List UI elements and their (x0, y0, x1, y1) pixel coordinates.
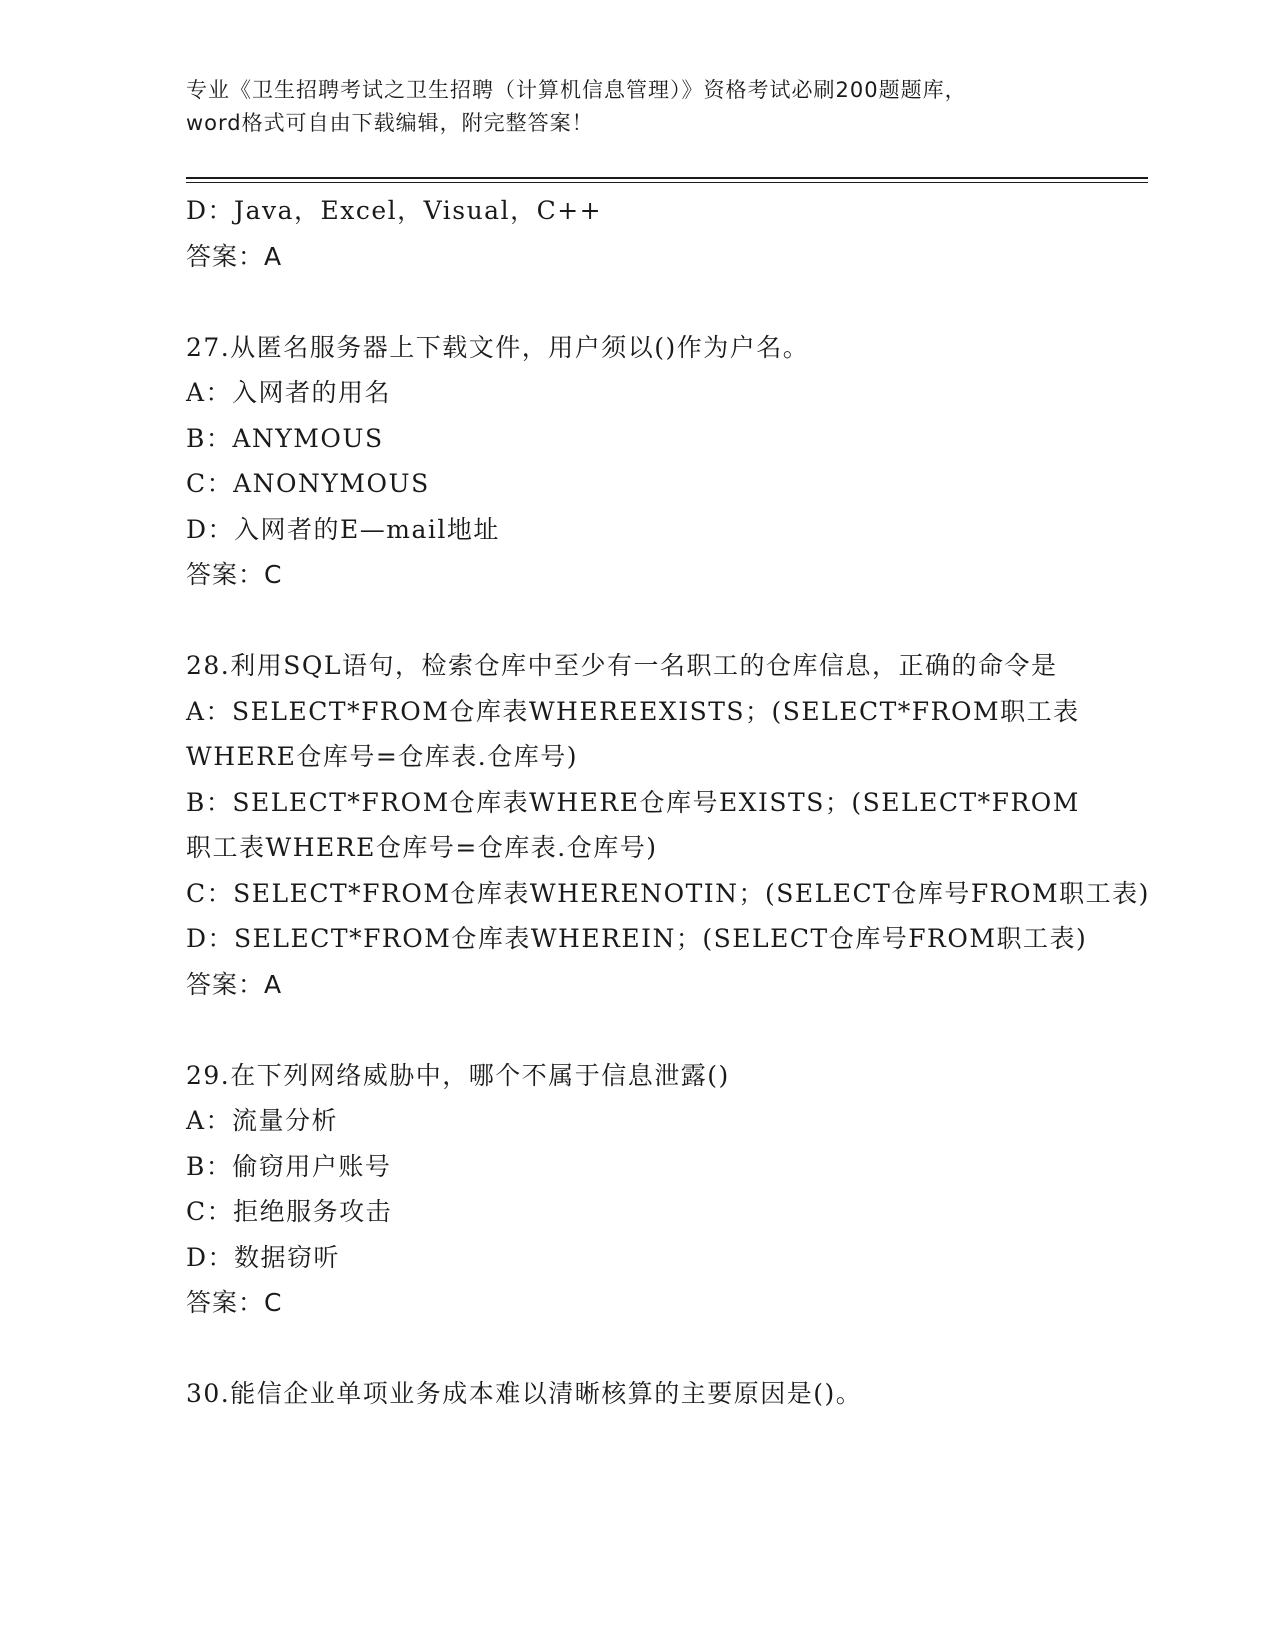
question-stem: 29.在下列网络威胁中，哪个不属于信息泄露() (186, 1060, 730, 1090)
option-a: A：入网者的用名 (186, 378, 392, 407)
question-stem: 27.从匿名服务器上下载文件，用户须以()作为户名。 (186, 332, 810, 362)
answer-line: 答案：C (186, 560, 283, 589)
question-28 (186, 643, 1150, 1007)
question-29 (186, 1053, 1086, 1326)
question-30 (186, 1371, 1086, 1417)
spacer (186, 279, 1086, 325)
answer-line: 答案：A (186, 969, 283, 999)
spacer (186, 598, 1086, 644)
option-a: A：流量分析 (186, 1106, 339, 1135)
option-d: D：Java，Excel，Visual，C++ (186, 196, 603, 225)
option-c: C：ANONYMOUS (186, 469, 430, 498)
header-line-1: 专业《卫生招聘考试之卫生招聘（计算机信息管理）》资格考试必刷200题题库， (186, 78, 967, 102)
header-divider-thick (186, 177, 1148, 179)
header-divider-thin (186, 182, 1148, 183)
option-c: C：SELECT*FROM仓库表WHERENOTIN；(SELECT仓库号FROM职工表) (186, 878, 1150, 908)
option-b: B：SELECT*FROM仓库表WHERE仓库号EXISTS；(SELECT*FROM职工表WHERE仓库号=仓库表.仓库号) (186, 787, 1080, 862)
question-list (186, 188, 1150, 1417)
option-c: C：拒绝服务攻击 (186, 1197, 393, 1226)
option-d: D：入网者的E—mail地址 (186, 514, 500, 544)
spacer (186, 1326, 1086, 1372)
question-stem: 30.能信企业单项业务成本难以清晰核算的主要原因是()。 (186, 1379, 863, 1408)
header-line-2: word格式可自由下载编辑，附完整答案！ (186, 111, 594, 135)
question-26-tail (186, 188, 1086, 279)
answer-line: 答案：C (186, 1288, 283, 1317)
answer-line: 答案：A (186, 241, 283, 271)
option-b: B：ANYMOUS (186, 423, 384, 453)
question-stem: 28.利用SQL语句，检索仓库中至少有一名职工的仓库信息，正确的命令是 (186, 651, 1058, 680)
document-header (186, 74, 1086, 140)
question-27 (186, 325, 1086, 598)
spacer (186, 1007, 1086, 1053)
option-b: B：偷窃用户账号 (186, 1151, 392, 1181)
option-d: D：数据窃听 (186, 1242, 341, 1272)
option-d: D：SELECT*FROM仓库表WHEREIN；(SELECT仓库号FROM职工表) (186, 924, 1088, 953)
option-a: A：SELECT*FROM仓库表WHEREEXISTS；(SELECT*FROM职工表WHERE仓库号=仓库表.仓库号) (186, 696, 1080, 771)
